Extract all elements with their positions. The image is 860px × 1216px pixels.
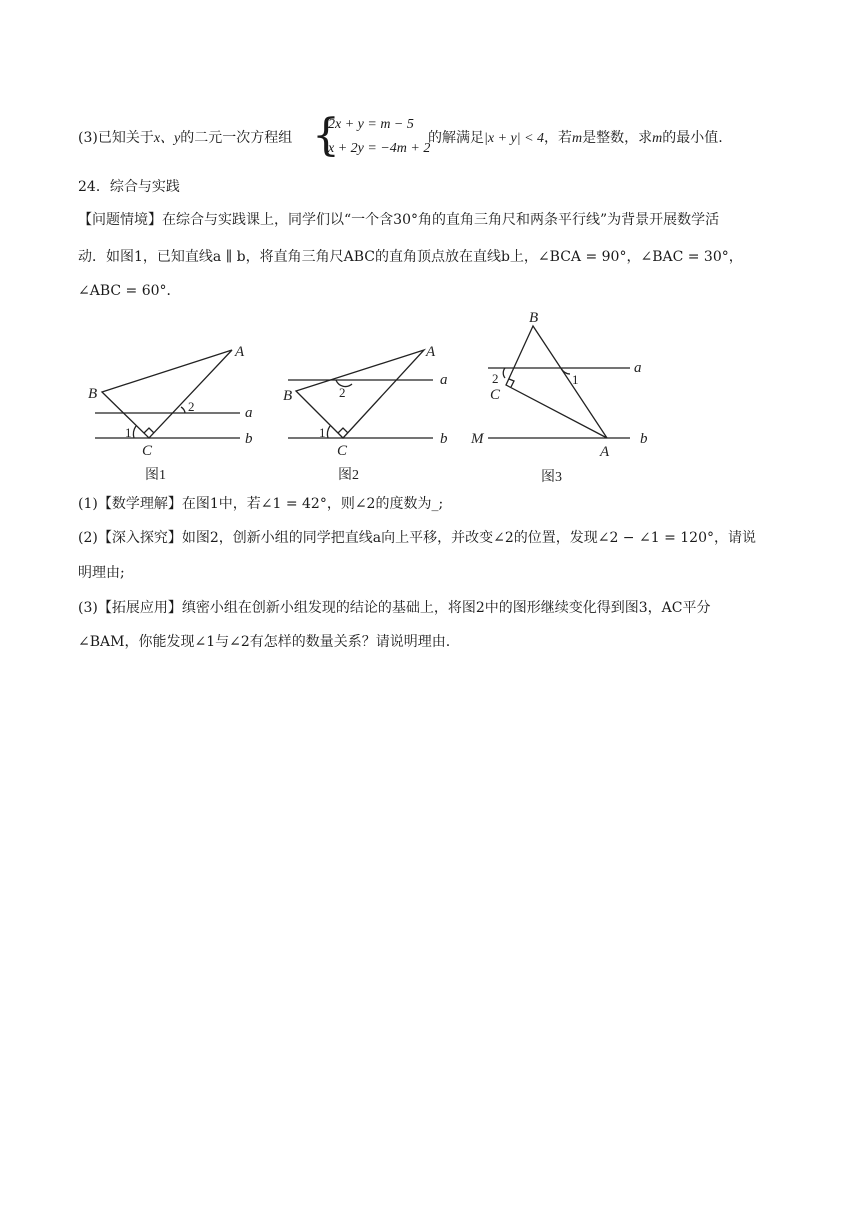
- q23-condition-line: [428, 128, 723, 149]
- q24-part2-line1: (2)【深入探究】如图2，创新小组的同学把直线a向上平移，并改变∠2的位置，发现∠2 − ∠1 = 120°，请说: [78, 530, 756, 546]
- fig2-label-a: a: [440, 372, 448, 388]
- q24-part2-line2: 明理由;: [78, 565, 125, 581]
- system-brace: {: [312, 110, 340, 161]
- fig1-label-C: C: [142, 443, 153, 459]
- fig3-label-C: C: [490, 387, 501, 403]
- fig1-label-a: a: [245, 405, 253, 421]
- q24-part3-line2: ∠BAM，你能发现∠1与∠2有怎样的数量关系？请说明理由.: [78, 634, 451, 650]
- fig3-label-1: 1: [572, 372, 579, 387]
- fig1-caption: 图1: [145, 468, 166, 483]
- figures-svg: [0, 300, 860, 490]
- figure-2-drawing: [288, 350, 433, 438]
- fig2-caption: 图2: [338, 468, 359, 483]
- q23-m2: m: [652, 131, 663, 146]
- q23-condition: |x + y| < 4: [484, 131, 545, 146]
- q23-end: 的最小值.: [662, 130, 723, 146]
- fig2-label-C: C: [337, 443, 348, 459]
- fig2-right-angle-mark: [338, 428, 348, 433]
- q24-situation-line3: ∠ABC = 60°．: [78, 283, 181, 299]
- fig2-label-2: 2: [339, 385, 346, 400]
- q24-situation-line2: 动．如图1，已知直线a ∥ b，将直角三角尺ABC的直角顶点放在直线b上，∠BCA = 90°，∠BAC = 30°，: [78, 249, 743, 265]
- fig3-right-angle-mark: [509, 379, 514, 387]
- fig3-label-A: A: [600, 444, 610, 460]
- equation-system: [312, 110, 432, 163]
- figure-3-drawing: [488, 326, 630, 438]
- fig3-angle2-arc: [503, 368, 505, 378]
- fig1-right-angle-mark: [144, 428, 154, 433]
- fig3-label-2: 2: [492, 371, 499, 386]
- q24-part1: (1)【数学理解】在图1中，若∠1 = 42°，则∠2的度数为_;: [78, 496, 444, 512]
- fig1-label-1: 1: [125, 425, 132, 440]
- q23-part3-line: [78, 128, 292, 149]
- fig2-label-B: B: [283, 388, 293, 404]
- fig3-label-b: b: [640, 431, 648, 447]
- fig1-label-2: 2: [188, 399, 195, 414]
- q24-heading: 24．综合与实践: [78, 179, 180, 195]
- fig3-triangle: [506, 326, 607, 438]
- fig2-angle1-arc: [327, 426, 330, 438]
- fig3-angle1-arc: [561, 368, 570, 374]
- fig1-label-A: A: [235, 344, 245, 360]
- q24-situation-line1: 【问题情境】在综合与实践课上，同学们以“一个含30°角的直角三角尺和两条平行线”为背景开展数学活: [78, 212, 720, 228]
- fig2-label-1: 1: [319, 425, 326, 440]
- fig2-triangle: [296, 350, 424, 438]
- fig1-label-b: b: [245, 431, 253, 447]
- fig2-label-b: b: [440, 431, 448, 447]
- fig3-caption: 图3: [541, 470, 562, 485]
- q24-part3-line1: (3)【拓展应用】缜密小组在创新小组发现的结论的基础上，将图2中的图形继续变化得到图3，AC平分: [78, 600, 711, 616]
- fig2-label-A: A: [426, 344, 436, 360]
- q23-cond-prefix: 的解满足: [428, 130, 484, 146]
- q23-vars: x、y: [153, 131, 181, 146]
- equation-2: x + 2y = −4m + 2: [328, 141, 431, 156]
- q23-int-text: 是整数，求: [582, 130, 653, 146]
- fig1-label-B: B: [88, 386, 98, 402]
- q23-m1: m: [572, 131, 583, 146]
- fig1-angle1-arc: [133, 426, 136, 438]
- q23-mid: 的二元一次方程组: [180, 130, 293, 146]
- q23-prefix: (3)已知关于: [78, 130, 154, 146]
- equation-1: 2x + y = m − 5: [328, 117, 414, 132]
- figure-1-drawing: [95, 350, 240, 438]
- fig1-angle2-arc: [181, 407, 185, 413]
- fig3-label-M: M: [471, 431, 484, 447]
- fig3-label-a: a: [634, 360, 642, 376]
- fig1-triangle: [102, 350, 232, 438]
- q23-cond-suffix: ，若: [544, 130, 573, 146]
- fig3-label-B: B: [529, 310, 539, 326]
